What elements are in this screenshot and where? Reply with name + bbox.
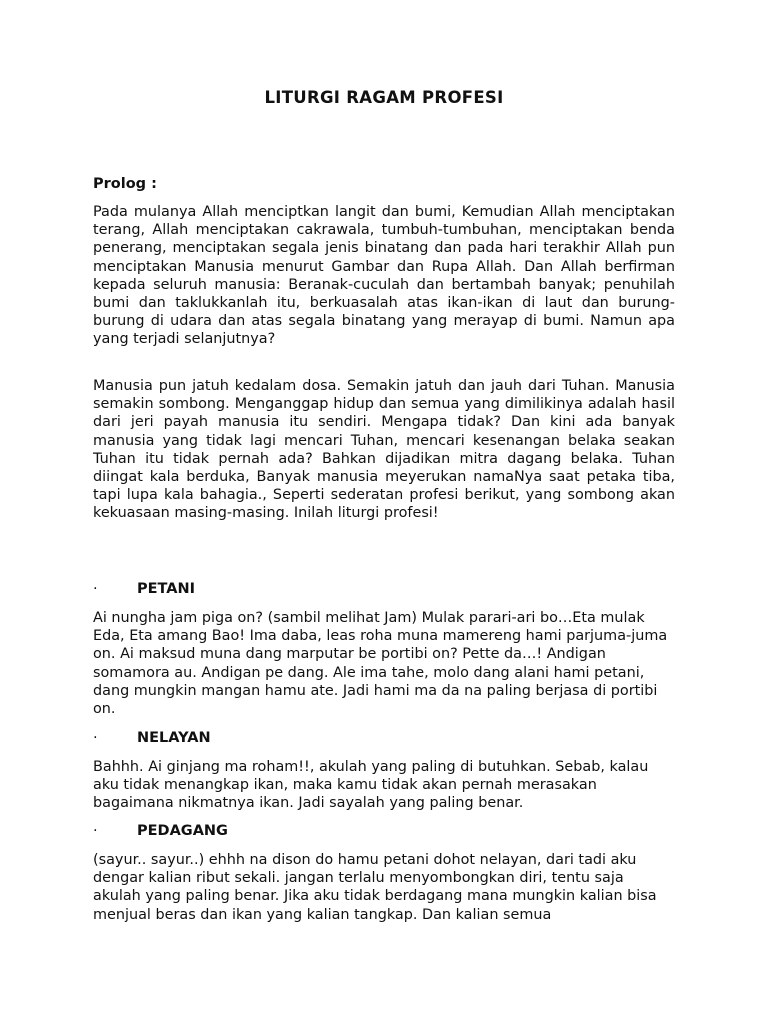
prolog-paragraph-2: Manusia pun jatuh kedalam dosa. Semakin jatuh dan jauh dari Tuhan. Manusia semakin sombong. Menganggap hidup dan semua yang dimilikinya adalah hasil dari jeri payah manusia itu sendiri. Mengapa tidak? Dan kini ada banyak manusia yang tidak lagi mencari Tuhan, mencari kesenangan belaka seakan Tuhan itu tidak pernah ada? Bahkan dijadikan mitra dagang belaka. Tuhan diingat kala berduka, Banyak manusia meyerukan namaNya saat petaka tiba, tapi lupa kala bahagia., Seperti sederatan profesi berikut, yang sombong akan kekuasaan masing-masing. Inilah liturgi profesi! [93, 378, 675, 522]
section-title: PEDAGANG [137, 823, 228, 839]
section-title: PETANI [137, 581, 196, 597]
section-title: NELAYAN [137, 730, 211, 746]
section-text-petani: Ai nungha jam piga on? (sambil melihat Jam) Mulak parari-ari bo…Eta mulak Eda, Eta amang Bao! Ima daba, leas roha muna mamereng hami parjuma-juma on. Ai maksud muna dang marputar be portibi on? Pette da…! Andigan somamora au. Andigan pe dang. Ale ima tahe, molo dang alani hami petani, dang mungkin mangan hamu ate. Jadi hami ma da na paling berjasa di portibi on. [93, 610, 668, 718]
section-text-pedagang: (sayur.. sayur..) ehhh na dison do hamu petani dohot nelayan, dari tadi aku dengar kalian ribut sekali. jangan terlalu menyombongkan diri, tentu saja akulah yang paling benar. Jika aku tidak berdagang mana mungkin kalian bisa menjual beras dan ikan yang kalian tangkap. Dan kalian semua [93, 852, 657, 923]
section-text-nelayan: Bahhh. Ai ginjang ma roham!!, akulah yang paling di butuhkan. Sebab, kalau aku tidak menangkap ikan, maka kamu tidak akan pernah merasakan bagaimana nikmatnya ikan. Jadi sayalah yang paling benar. [93, 759, 649, 812]
bullet-icon: · [93, 581, 98, 597]
prolog-label: Prolog : [93, 176, 157, 192]
document-title: LITURGI RAGAM PROFESI [264, 88, 504, 107]
bullet-icon: · [93, 730, 98, 746]
bullet-icon: · [93, 823, 98, 839]
prolog-paragraph-1: Pada mulanya Allah menciptkan langit dan bumi, Kemudian Allah menciptakan terang, Allah menciptakan cakrawala, tumbuh-tumbuhan, menciptakan benda penerang, menciptakan segala jenis binatang dan pada hari terakhir Allah pun menciptakan Manusia menurut Gambar dan Rupa Allah. Dan Allah berfirman kepada seluruh manusia: Beranak-cuculah dan bertambah banyak; penuhilah bumi dan taklukkanlah itu, berkuasalah atas ikan-ikan di laut dan burung-burung di udara dan atas segala binatang yang merayap di bumi. Namun apa yang terjadi selanjutnya? [93, 204, 675, 348]
